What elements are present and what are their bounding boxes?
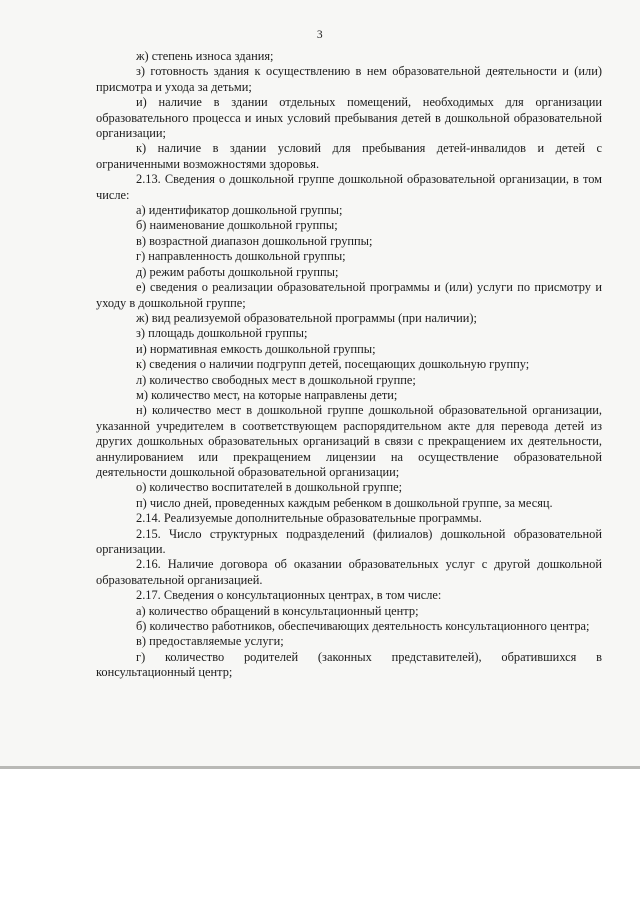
scan-edge bbox=[0, 766, 640, 769]
list-item: п) число дней, проведенных каждым ребенком в дошкольной группе, за месяц. bbox=[136, 495, 553, 510]
list-item: н) количество мест в дошкольной группе дошкольной образовательной организации, указанной учредителем в соответствующем распорядительном акте для перевода детей из других дошкольных образовательных организаций в связи с прекращением их деятельности, аннулированием или прекращением лицензии на осуществление образовательной деятельности дошкольной образовательной организации; bbox=[96, 403, 602, 479]
page-number: 3 bbox=[316, 29, 324, 41]
document-body bbox=[96, 49, 602, 681]
list-item: б) наименование дошкольной группы; bbox=[136, 218, 338, 233]
list-item: ж) степень износа здания; bbox=[136, 49, 274, 63]
list-item: к) наличие в здании условий для пребывания детей-инвалидов и детей с ограниченными возможностями здоровья. bbox=[96, 141, 602, 171]
list-item: в) предоставляемые услуги; bbox=[136, 634, 284, 649]
list-item: а) количество обращений в консультационный центр; bbox=[136, 603, 419, 618]
list-item: и) наличие в здании отдельных помещений, необходимых для организации образовательного процесса и иных условий пребывания детей в дошкольной образовательной организации; bbox=[96, 95, 602, 141]
section-heading: 2.13. Сведения о дошкольной группе дошкольной образовательной организации, в том числе: bbox=[96, 172, 602, 202]
list-item: ж) вид реализуемой образовательной программы (при наличии); bbox=[136, 310, 477, 325]
list-item: б) количество работников, обеспечивающих деятельность консультационного центра; bbox=[136, 619, 590, 634]
section-heading: 2.16. Наличие договора об оказании образовательных услуг с другой дошкольной образовательной организацией. bbox=[96, 557, 602, 587]
list-item: в) возрастной диапазон дошкольной группы; bbox=[136, 233, 373, 248]
list-item: к) сведения о наличии подгрупп детей, посещающих дошкольную группу; bbox=[136, 357, 530, 372]
list-item: м) количество мест, на которые направлены дети; bbox=[136, 387, 398, 402]
list-item: е) сведения о реализации образовательной программы и (или) услуги по присмотру и уходу в дошкольной группе; bbox=[96, 280, 602, 310]
list-item: а) идентификатор дошкольной группы; bbox=[136, 203, 343, 218]
list-item: г) количество родителей (законных представителей), обратившихся в консультационный центр; bbox=[96, 649, 602, 680]
section-heading: 2.15. Число структурных подразделений (филиалов) дошкольной образовательной организации. bbox=[96, 526, 602, 556]
section-heading: 2.14. Реализуемые дополнительные образовательные программы. bbox=[136, 511, 482, 526]
list-item: и) нормативная емкость дошкольной группы; bbox=[136, 341, 376, 356]
list-item: д) режим работы дошкольной группы; bbox=[136, 264, 339, 279]
list-item: з) готовность здания к осуществлению в нем образовательной деятельности и (или) присмотра и ухода за детьми; bbox=[96, 64, 602, 94]
list-item: з) площадь дошкольной группы; bbox=[136, 326, 308, 341]
list-item: о) количество воспитателей в дошкольной группе; bbox=[136, 480, 403, 495]
list-item: г) направленность дошкольной группы; bbox=[136, 249, 346, 264]
section-heading: 2.17. Сведения о консультационных центрах, в том числе: bbox=[136, 588, 442, 603]
list-item: л) количество свободных мест в дошкольной группе; bbox=[136, 372, 416, 387]
